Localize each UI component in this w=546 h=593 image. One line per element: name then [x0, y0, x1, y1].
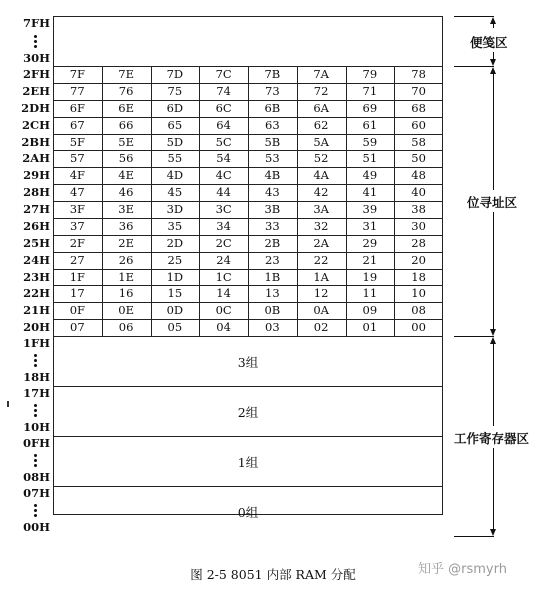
bit-address-cell: 17	[70, 286, 85, 301]
bit-address-cell: 2E	[118, 235, 134, 250]
bit-address-cell: 0A	[313, 303, 329, 318]
bit-address-cell: 5B	[264, 134, 281, 149]
bit-address-cell: 41	[362, 185, 378, 200]
bit-address-cell: 57	[70, 151, 85, 166]
region-bit-label: 位寻址区	[467, 195, 518, 210]
bit-address-cell: 7B	[264, 67, 281, 81]
bit-address-cell: 5A	[313, 134, 329, 149]
bit-address-cell: 5E	[118, 134, 134, 149]
bit-address-cell: 54	[216, 151, 231, 166]
bit-address-cell: 19	[362, 269, 378, 284]
bit-address-cell: 75	[167, 83, 183, 98]
bit-address-cell: 12	[313, 286, 329, 301]
bit-address-cell: 3C	[215, 202, 232, 216]
divider-g3-g2	[53, 386, 443, 387]
divider-bit-work	[53, 336, 443, 337]
bit-address-cell: 4F	[69, 168, 86, 183]
bit-address-cell: 77	[70, 83, 85, 98]
bit-address-cell: 2D	[166, 235, 184, 250]
bit-address-cell: 14	[216, 286, 231, 301]
bit-address-cell: 6B	[264, 100, 281, 115]
region-work-label: 工作寄存器区	[454, 431, 530, 446]
bit-address-cell: 52	[313, 151, 329, 166]
bit-address-cell: 09	[362, 303, 378, 318]
bracket-line	[493, 74, 494, 190]
bit-address-cell: 03	[265, 320, 280, 335]
bit-address-cell: 50	[411, 151, 426, 166]
row-address-label: 21H	[23, 303, 50, 318]
bit-address-cell: 28	[411, 235, 426, 250]
bit-address-cell: 63	[265, 117, 280, 132]
bit-address-cell: 34	[216, 218, 231, 233]
bit-address-cell: 5F	[69, 134, 86, 149]
bit-address-cell: 2C	[215, 235, 232, 250]
bit-address-cell: 29	[362, 235, 378, 250]
bit-address-cell: 7D	[166, 67, 184, 81]
bit-address-cell: 18	[411, 269, 426, 284]
bit-address-cell: 71	[362, 83, 378, 98]
row-address-label: 29H	[23, 168, 50, 183]
bit-address-cell: 45	[167, 185, 183, 200]
bit-address-cell: 5C	[215, 134, 232, 149]
arrow-down-icon	[490, 329, 496, 336]
bit-address-cell: 31	[362, 218, 378, 233]
bit-address-cell: 04	[216, 320, 231, 335]
bit-address-cell: 59	[362, 134, 378, 149]
bit-address-cell: 49	[362, 168, 378, 183]
bit-address-cell: 62	[313, 117, 329, 132]
bit-address-cell: 39	[362, 202, 378, 216]
bit-address-cell: 74	[216, 83, 231, 98]
bit-address-cell: 66	[118, 117, 134, 132]
bracket-tick	[454, 336, 494, 337]
bit-address-cell: 46	[118, 185, 134, 200]
bit-address-cell: 44	[216, 185, 231, 200]
row-address-label: 23H	[23, 269, 50, 284]
bit-address-cell: 7F	[69, 67, 86, 81]
row-address-label: 2DH	[21, 100, 50, 115]
addr-08h: 08H	[23, 470, 50, 484]
bit-address-cell: 3B	[264, 202, 281, 216]
row-address-label: 24H	[23, 252, 50, 267]
bit-address-cell: 47	[70, 185, 85, 200]
watermark: 知乎 @rsmyrh	[418, 562, 507, 577]
bit-address-cell: 69	[362, 100, 378, 115]
bit-address-cell: 24	[216, 252, 231, 267]
bit-address-cell: 35	[167, 218, 183, 233]
bit-address-cell: 23	[265, 252, 280, 267]
bit-address-cell: 2B	[264, 235, 281, 250]
bit-address-cell: 1F	[69, 269, 86, 284]
bit-address-cell: 48	[411, 168, 426, 183]
bit-address-cell: 67	[70, 117, 85, 132]
arrow-up-icon	[490, 337, 496, 344]
row-address-label: 2BH	[21, 134, 50, 149]
bit-address-cell: 5D	[166, 134, 184, 149]
bit-address-cell: 61	[362, 117, 378, 132]
bit-address-cell: 4D	[166, 168, 184, 183]
group-3-label: 3组	[237, 355, 259, 370]
bit-address-cell: 25	[167, 252, 183, 267]
row-address-label: 27H	[23, 202, 50, 216]
bit-address-cell: 73	[265, 83, 280, 98]
bit-address-cell: 37	[70, 218, 85, 233]
bit-address-cell: 3E	[118, 202, 134, 216]
bit-address-cell: 55	[167, 151, 183, 166]
bit-address-cell: 72	[313, 83, 329, 98]
bit-address-cell: 58	[411, 134, 426, 149]
bit-address-cell: 6D	[166, 100, 184, 115]
group-2-label: 2组	[237, 405, 259, 420]
bit-address-cell: 26	[118, 252, 134, 267]
row-address-label: 25H	[23, 235, 50, 250]
bit-address-cell: 1C	[215, 269, 232, 284]
addr-7fh: 7FH	[22, 16, 50, 30]
figure-caption: 图 2-5 8051 内部 RAM 分配	[190, 567, 356, 582]
addr-00h: 00H	[23, 520, 50, 534]
bit-address-cell: 0C	[215, 303, 232, 318]
arrow-up-icon	[490, 17, 496, 24]
row-address-label: 2CH	[21, 117, 50, 132]
bit-address-cell: 07	[70, 320, 85, 335]
bit-address-cell: 33	[265, 218, 280, 233]
bit-address-cell: 51	[362, 151, 378, 166]
bracket-tick	[454, 536, 494, 537]
ellipsis-dots	[34, 454, 37, 469]
bit-address-cell: 53	[265, 151, 280, 166]
row-address-label: 20H	[23, 320, 50, 335]
row-address-label: 26H	[23, 218, 50, 233]
bit-address-cell: 1D	[166, 269, 184, 284]
ellipsis-dots	[34, 354, 37, 369]
bit-address-cell: 1E	[118, 269, 134, 284]
bit-address-cell: 42	[313, 185, 329, 200]
bit-address-cell: 7E	[118, 67, 134, 81]
bit-address-cell: 78	[411, 67, 426, 81]
divider-g2-g1	[53, 436, 443, 437]
bit-address-cell: 20	[411, 252, 426, 267]
bracket-line	[493, 448, 494, 529]
scan-mark	[7, 401, 9, 407]
bit-address-cell: 70	[411, 83, 426, 98]
addr-10h: 10H	[23, 420, 50, 434]
arrow-down-icon	[490, 529, 496, 536]
group-0-label: 0组	[237, 505, 259, 520]
bit-address-cell: 6C	[215, 100, 232, 115]
bit-address-cell: 32	[313, 218, 329, 233]
ellipsis-dots	[34, 404, 37, 419]
addr-17h: 17H	[23, 386, 50, 400]
ellipsis-dots	[34, 35, 37, 50]
row-address-label: 2EH	[22, 83, 50, 98]
bit-address-cell: 3A	[313, 202, 329, 216]
bit-address-cell: 02	[313, 320, 329, 335]
bracket-line	[493, 344, 494, 426]
bit-address-cell: 4C	[215, 168, 232, 183]
bit-address-cell: 27	[70, 252, 85, 267]
bracket-tick	[454, 66, 494, 67]
addr-30h: 30H	[23, 51, 50, 65]
bit-address-cell: 3D	[166, 202, 184, 216]
ellipsis-dots	[34, 504, 37, 519]
bit-address-cell: 7C	[215, 67, 232, 81]
row-address-label: 2AH	[22, 151, 50, 166]
bracket-tick	[454, 16, 494, 17]
bit-address-cell: 22	[313, 252, 329, 267]
bit-address-cell: 0D	[166, 303, 184, 318]
addr-07h: 07H	[23, 486, 50, 500]
bit-address-cell: 56	[118, 151, 134, 166]
bit-address-cell: 30	[411, 218, 426, 233]
bit-address-cell: 68	[411, 100, 426, 115]
bit-address-cell: 6E	[118, 100, 134, 115]
bit-address-cell: 1A	[313, 269, 329, 284]
bit-address-cell: 64	[216, 117, 231, 132]
bit-address-cell: 60	[411, 117, 426, 132]
bit-address-cell: 13	[265, 286, 280, 301]
addr-1fh: 1FH	[22, 336, 50, 350]
bit-address-cell: 36	[118, 218, 134, 233]
bit-address-cell: 1B	[264, 269, 281, 284]
bit-address-cell: 11	[362, 286, 378, 301]
row-address-label: 2FH	[22, 67, 50, 81]
bit-address-cell: 15	[167, 286, 183, 301]
bit-address-cell: 79	[362, 67, 378, 81]
bit-address-cell: 4E	[118, 168, 134, 183]
region-stack-label: 便笺区	[470, 35, 508, 50]
arrow-down-icon	[490, 59, 496, 66]
row-address-label: 22H	[23, 286, 50, 301]
bit-address-cell: 6F	[69, 100, 86, 115]
bit-address-cell: 6A	[313, 100, 329, 115]
bit-address-cell: 7A	[313, 67, 329, 81]
bit-address-cell: 10	[411, 286, 426, 301]
bit-address-cell: 06	[118, 320, 134, 335]
bit-address-cell: 40	[411, 185, 426, 200]
bit-address-cell: 65	[167, 117, 183, 132]
bit-address-cell: 16	[118, 286, 134, 301]
bit-address-cell: 08	[411, 303, 426, 318]
bit-address-cell: 4B	[264, 168, 281, 183]
bit-address-cell: 2A	[313, 235, 329, 250]
addr-18h: 18H	[23, 370, 50, 384]
arrow-up-icon	[490, 67, 496, 74]
bit-address-cell: 43	[265, 185, 280, 200]
bit-address-cell: 05	[167, 320, 183, 335]
bit-address-cell: 38	[411, 202, 426, 216]
bit-address-cell: 0E	[118, 303, 134, 318]
bit-address-cell: 21	[362, 252, 378, 267]
addr-0fh: 0FH	[22, 436, 50, 450]
bracket-line	[493, 212, 494, 329]
bit-address-cell: 00	[411, 320, 426, 335]
group-1-label: 1组	[237, 455, 259, 470]
divider-g1-g0	[53, 486, 443, 487]
bit-address-cell: 2F	[69, 235, 86, 250]
bit-address-cell: 0F	[69, 303, 86, 318]
row-address-label: 28H	[23, 185, 50, 200]
bit-address-cell: 4A	[313, 168, 329, 183]
bit-address-cell: 0B	[264, 303, 281, 318]
bit-address-cell: 3F	[69, 202, 86, 216]
bit-address-cell: 76	[118, 83, 134, 98]
bit-address-cell: 01	[362, 320, 378, 335]
